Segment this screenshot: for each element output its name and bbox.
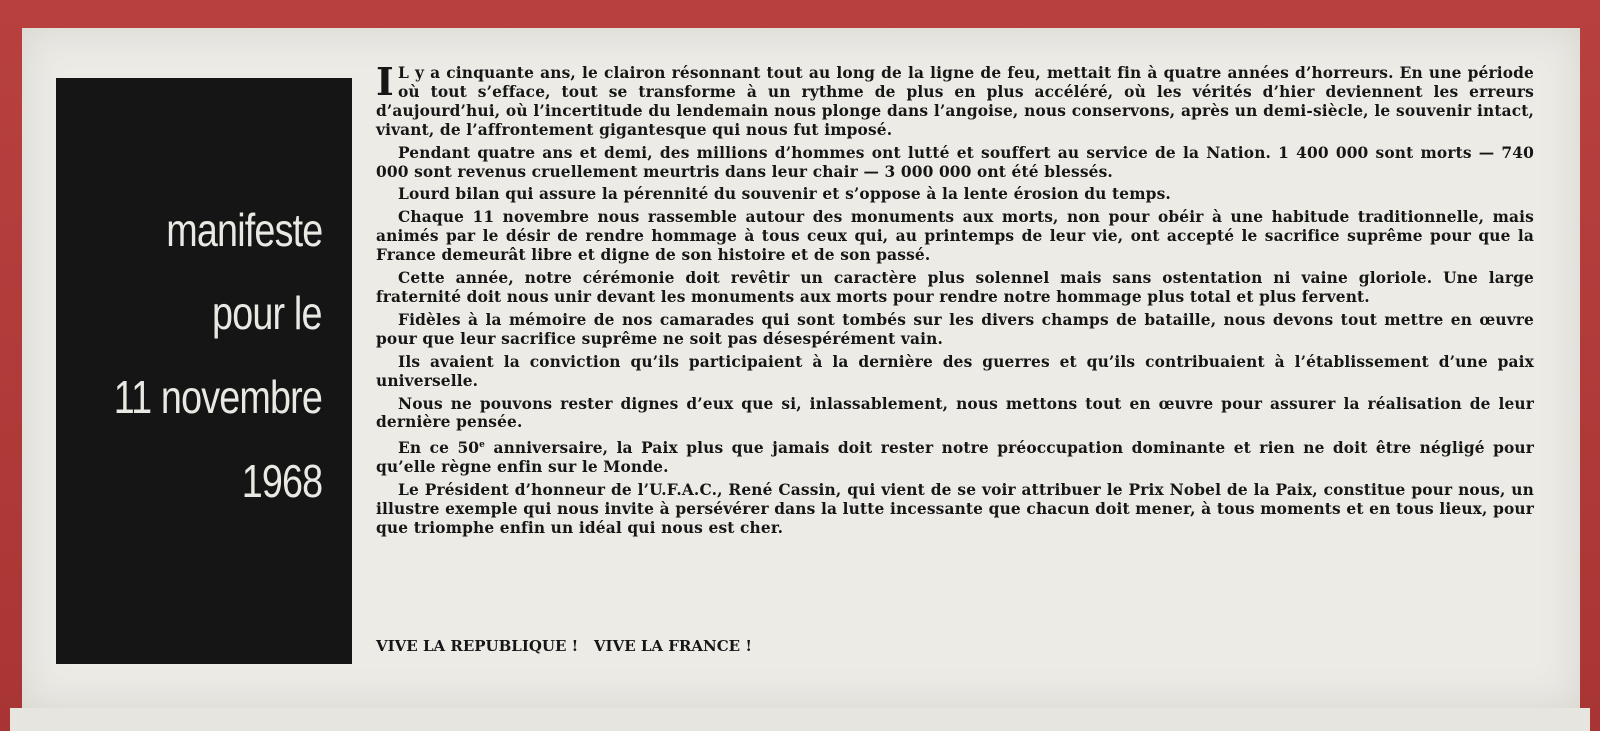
- slogan-republique: VIVE LA REPUBLIQUE !: [376, 637, 579, 655]
- paragraph-4: Chaque 11 novembre nous rassemble autour des monuments aux morts, non pour obéir à une habitude traditionnelle, mais animés par le désir de rendre hommage à tous ceux qui, au printemps de leur vie, ont accepté le sacrifice suprême pour que la France demeurât libre et digne de son histoire et de son passé.: [376, 208, 1534, 265]
- paragraph-9-end: anniversaire, la Paix plus que jamais doit rester notre préoccupation dominante et rien ne doit être négligé pour qu’elle règne enfin sur le Monde.: [376, 439, 1534, 477]
- title-line-1: manifeste: [165, 204, 322, 256]
- title-line-3: 11 novembre: [113, 371, 322, 423]
- ordinal-superscript: e: [479, 440, 486, 451]
- slogan-france: VIVE LA FRANCE !: [593, 637, 752, 655]
- closing-slogans: [376, 637, 752, 655]
- paragraph-5: Cette année, notre cérémonie doit revêtir un caractère plus solennel mais sans ostentation ni vaine gloriole. Une large fraternité doit nous unir devant les monuments aux morts pour rendre notre hommage plus total et plus fervent.: [376, 269, 1534, 306]
- paragraph-8: Nous ne pouvons rester dignes d’eux que si, inlassablement, nous mettons tout en œuvre pour assurer la réalisation de leur dernière pensée.: [376, 394, 1534, 432]
- paragraph-2: Pendant quatre ans et demi, des millions d’hommes ont lutté et souffert au service de la Nation. 1 400 000 sont morts — 740 000 sont revenus cruellement meurtris dans leur chair — 3 000 000 ont été blessés.: [376, 143, 1534, 181]
- paragraph-10: Le Président d’honneur de l’U.F.A.C., René Cassin, qui vient de se voir attribuer le Prix Nobel de la Paix, constitue pour nous, un illustre exemple qui nous invite à persévérer dans la lutte incessante que chacun doit mener, à tous moments et en tous lieux, pour que triomphe enfin un idéal qui nous est cher.: [376, 481, 1534, 538]
- drop-cap: I: [376, 59, 394, 104]
- paragraph-3: Lourd bilan qui assure la pérennité du souvenir et s’oppose à la lente érosion du temps.: [398, 185, 1171, 204]
- paragraph-9-start: En ce 50: [398, 439, 480, 458]
- title-line-4: 1968: [241, 455, 322, 507]
- title-line-2: pour le: [212, 287, 322, 339]
- paragraph-7: Ils avaient la conviction qu’ils participaient à la dernière des guerres et qu’ils contribuaient à l’établissement d’une paix universelle.: [376, 352, 1534, 390]
- paragraph-9: [376, 436, 1534, 477]
- manifesto-body: [376, 59, 1534, 542]
- title-panel: [56, 78, 352, 664]
- paragraph-1-text: L y a cinquante ans, le clairon résonnant tout au long de la ligne de feu, mettait fin à quatre années d’horreurs. En une période où tout s’efface, tout se transforme à un rythme de plus en plus accéléré, où les vérités d’hier deviennent les erreurs d’aujourd’hui, où l’incertitude du lendemain nous plonge dans l’angoise, nous conservons, après un demi-siècle, le souvenir intact, vivant, de l’affrontement gigantesque qui nous fut imposé.: [376, 64, 1534, 139]
- paper-bottom-edge: [10, 708, 1590, 731]
- paragraph-1: [376, 59, 1534, 140]
- paragraph-6: Fidèles à la mémoire de nos camarades qui sont tombés sur les divers champs de bataille, nous devons tout mettre en œuvre pour que leur sacrifice suprême ne soit pas désespérément vain.: [376, 310, 1534, 348]
